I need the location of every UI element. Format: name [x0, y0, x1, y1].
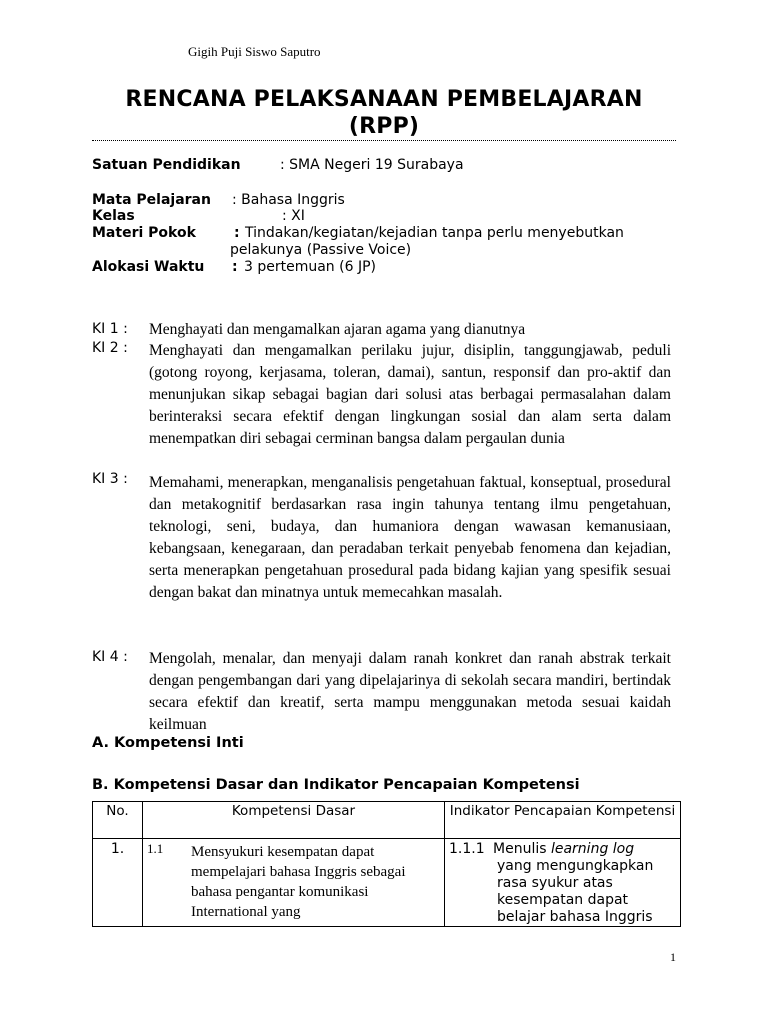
ipk-italic-term: learning log — [550, 841, 635, 857]
kd-text: Mensyukuri kesempatan dapat mempelajari bahasa Inggris sebagai bahasa pengantar komunikasi International yang — [191, 844, 406, 920]
satuan-value: : SMA Negeri 19 Surabaya — [280, 157, 464, 173]
materi-colon: : — [234, 225, 240, 241]
materi-label: Materi Pokok — [92, 225, 196, 241]
section-b-heading: B. Kompetensi Dasar dan Indikator Pencapaian Kompetensi — [92, 777, 580, 793]
satuan-label: Satuan Pendidikan — [92, 157, 241, 173]
document-title — [92, 86, 676, 140]
ki-1-text: Menghayati dan mengamalkan ajaran agama yang dianutnya — [149, 321, 526, 338]
section-a-heading: A. Kompetensi Inti — [92, 735, 244, 751]
table-row — [93, 839, 681, 927]
author-name: Gigih Puji Siswo Saputro — [188, 44, 321, 59]
title-line-2: (RPP) — [348, 114, 420, 139]
title-line-1: RENCANA PELAKSANAAN PEMBELAJARAN — [125, 87, 643, 112]
ki-2-label: KI 2 : — [92, 340, 128, 356]
page-number: 1 — [670, 950, 676, 964]
ipk-rest-text: yang mengungkapkan rasa syukur atas kesempatan dapat belajar bahasa Inggris — [497, 858, 654, 925]
ki-3-text: Memahami, menerapkan, menganalisis pengetahuan faktual, konseptual, prosedural dan metakognitif berdasarkan rasa ingin tahunya tentang ilmu pengetahuan, teknologi, seni, budaya, dan humaniora dengan wawasan kemanusiaan, kebangsaan, kenegaraan, dan peradaban terkait penyebab fenomena dan kejadian, serta menerapkan pengetahuan prosedural pada bidang kajian yang spesifik sesuai dengan bakat dan minatnya untuk memecahkan masalah. — [149, 474, 671, 601]
kelas-label: Kelas — [92, 208, 135, 224]
materi-value-line-2: pelakunya (Passive Voice) — [230, 242, 412, 258]
mapel-label: Mata Pelajaran — [92, 192, 211, 208]
kd-number: 1.1 — [147, 841, 164, 856]
ki-1-label: KI 1 : — [92, 321, 128, 337]
header-no: No. — [93, 802, 143, 839]
header-kd: Kompetensi Dasar — [143, 802, 445, 839]
mapel-value: : Bahasa Inggris — [232, 192, 345, 208]
ki-3-label: KI 3 : — [92, 471, 128, 487]
kelas-value: : XI — [282, 208, 305, 224]
materi-value-line-1: Tindakan/kegiatan/kejadian tanpa perlu menyebutkan — [245, 225, 624, 241]
ki-2-text: Menghayati dan mengamalkan perilaku jujur, disiplin, tanggungjawab, peduli (gotong royong, kerjasama, toleran, damai), santun, responsif dan pro-aktif dan menunjukan sikap sebagai bagian dari solusi atas berbagai permasalahan dalam berinteraksi secara efektif dengan lingkungan sosial dan alam serta dalam menempatkan diri sebagai cerminan bangsa dalam pergaulan dunia — [149, 342, 671, 447]
header-ipk: Indikator Pencapaian Kompetensi — [445, 802, 681, 839]
kd-ipk-table — [92, 801, 681, 927]
title-divider — [92, 140, 676, 141]
kd-cell — [143, 839, 445, 927]
ipk-cell — [445, 839, 681, 927]
alokasi-value: 3 pertemuan (6 JP) — [244, 259, 376, 275]
alokasi-label: Alokasi Waktu — [92, 259, 205, 275]
alokasi-colon: : — [232, 259, 238, 275]
ki-4-text: Mengolah, menalar, dan menyaji dalam ranah konkret dan ranah abstrak terkait dengan pengembangan dari yang dipelajarinya di sekolah secara mandiri, bertindak secara efektif dan kreatif, serta mampu menggunakan metoda sesuai kaidah keilmuan — [149, 650, 671, 733]
ipk-verb: Menulis — [493, 841, 551, 857]
table-header-row — [93, 802, 681, 839]
ki-4-label: KI 4 : — [92, 649, 128, 665]
row-no: 1. — [93, 839, 143, 927]
ipk-number: 1.1.1 — [449, 841, 485, 857]
